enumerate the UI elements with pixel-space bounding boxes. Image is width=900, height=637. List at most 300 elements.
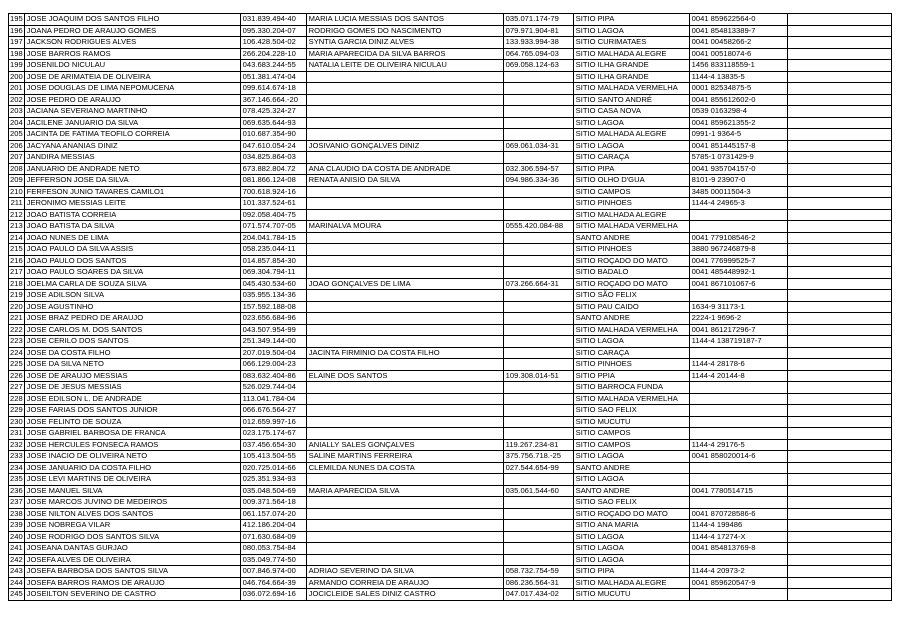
locality-cell: SITIO LAGOA: [573, 451, 689, 463]
spouse-cpf-cell: 064.765.094-03: [503, 48, 573, 60]
account-number-cell: [689, 393, 787, 405]
spouse-cpf-cell: 086.236.564-31: [503, 577, 573, 589]
spouse-cpf-cell: 069.061.034-31: [503, 140, 573, 152]
row-number-cell: 214: [10, 232, 23, 242]
spouse-name-cell: [306, 359, 503, 371]
account-number-cell: [689, 221, 787, 233]
table-row: [9, 94, 892, 106]
table-row: [9, 48, 892, 60]
holder-name-cell: JACIANA SEVERIANO MARTINHO: [24, 106, 240, 118]
blank-cell-cell: [787, 94, 891, 106]
spouse-name-cell: ELAINE DOS SANTOS: [306, 370, 503, 382]
table-row: [9, 531, 892, 543]
table-row: [9, 324, 892, 336]
row-number-cell: 232: [10, 439, 23, 449]
account-number-cell: 1144-4 29176-5: [689, 439, 787, 451]
locality-cell: SITIO ROÇADO DO MATO: [573, 278, 689, 290]
spouse-cpf-cell: [503, 405, 573, 417]
spouse-name-cell: [306, 497, 503, 509]
spouse-cpf-cell: [503, 543, 573, 555]
spouse-cpf-cell: [503, 198, 573, 210]
row-number-cell: 228: [10, 393, 23, 403]
locality-cell: SITIO MALHADA ALEGRE: [573, 209, 689, 221]
spouse-name-cell: [306, 267, 503, 279]
spouse-cpf-cell: [503, 347, 573, 359]
row-number-cell: 205: [10, 129, 23, 139]
spouse-name-cell: [306, 117, 503, 129]
row-number-cell: 231: [10, 428, 23, 438]
table-row: [9, 508, 892, 520]
blank-cell-cell: [787, 577, 891, 589]
spouse-cpf-cell: 047.017.434-02: [503, 589, 573, 601]
blank-cell-cell: [787, 589, 891, 601]
table-row: [9, 186, 892, 198]
row-number-cell: 244: [10, 577, 23, 587]
holder-cpf-cell: 035.955.134-36: [240, 290, 306, 302]
spouse-cpf-cell: [503, 152, 573, 164]
holder-name-cell: JOSE HERCULES FONSECA RAMOS: [24, 439, 240, 451]
blank-cell-cell: [787, 244, 891, 256]
account-number-cell: [689, 347, 787, 359]
row-number-cell: 235: [10, 474, 23, 484]
holder-name-cell: JOSE JANUARIO DA COSTA FILHO: [24, 462, 240, 474]
spouse-name-cell: [306, 428, 503, 440]
table-row: [9, 474, 892, 486]
row-number-cell: 245: [10, 589, 23, 599]
blank-cell-cell: [787, 508, 891, 520]
blank-cell-cell: [787, 71, 891, 83]
holder-name-cell: JACINTA DE FATIMA TEOFILO CORREIA: [24, 129, 240, 141]
holder-cpf-cell: 412.186.204-04: [240, 520, 306, 532]
row-number-cell: 230: [10, 416, 23, 426]
holder-cpf-cell: 526.029.744-04: [240, 382, 306, 394]
table-row: [9, 290, 892, 302]
spouse-name-cell: ANIALLY SALES GONÇALVES: [306, 439, 503, 451]
account-number-cell: 1144-4 17274-X: [689, 531, 787, 543]
locality-cell: SITIO PINHOES: [573, 359, 689, 371]
locality-cell: SITIO ILHA GRANDE: [573, 60, 689, 72]
holder-name-cell: JOSEFA ALVES DE OLIVEIRA: [24, 554, 240, 566]
table-row: [9, 382, 892, 394]
row-number-cell: 225: [10, 359, 23, 369]
locality-cell: SITIO CURIMATAES: [573, 37, 689, 49]
account-number-cell: 0041 935704157-0: [689, 163, 787, 175]
table-row: [9, 175, 892, 187]
spouse-name-cell: [306, 313, 503, 325]
holder-cpf-cell: 023.656.684-96: [240, 313, 306, 325]
holder-cpf-cell: 071.630.684-09: [240, 531, 306, 543]
table-row: [9, 221, 892, 233]
holder-name-cell: JOSE ADILSON SILVA: [24, 290, 240, 302]
account-number-cell: 0041 861217296-7: [689, 324, 787, 336]
locality-cell: SITIO MALHADA ALEGRE: [573, 129, 689, 141]
spouse-name-cell: [306, 186, 503, 198]
spouse-name-cell: [306, 336, 503, 348]
spouse-name-cell: ARMANDO CORREIA DE ARAUJO: [306, 577, 503, 589]
account-number-cell: 0041 7780514715: [689, 485, 787, 497]
account-number-cell: 3485 00011504-3: [689, 186, 787, 198]
holder-name-cell: JOAO NUNES DE LIMA: [24, 232, 240, 244]
locality-cell: SITIO MUCUTU: [573, 589, 689, 601]
holder-cpf-cell: 101.337.524-61: [240, 198, 306, 210]
locality-cell: SITIO LAGOA: [573, 117, 689, 129]
blank-cell-cell: [787, 221, 891, 233]
spouse-cpf-cell: [503, 428, 573, 440]
holder-cpf-cell: 023.175.174-67: [240, 428, 306, 440]
table-row: [9, 140, 892, 152]
spouse-cpf-cell: 119.267.234-81: [503, 439, 573, 451]
table-row: [9, 244, 892, 256]
spouse-name-cell: RENATA ANISIO DA SILVA: [306, 175, 503, 187]
spouse-name-cell: [306, 209, 503, 221]
spouse-name-cell: JOCICLEIDE SALES DINIZ CASTRO: [306, 589, 503, 601]
holder-name-cell: JOANA PEDRO DE ARAUJO GOMES: [24, 25, 240, 37]
holder-name-cell: JOAO PAULO DOS SANTOS: [24, 255, 240, 267]
table-row: [9, 25, 892, 37]
holder-cpf-cell: 095.330.204-07: [240, 25, 306, 37]
spouse-cpf-cell: 058.732.754-59: [503, 566, 573, 578]
row-number-cell: 201: [10, 83, 23, 93]
holder-name-cell: JOAO BATISTA DA SILVA: [24, 221, 240, 233]
holder-name-cell: JOSE MANUEL SILVA: [24, 485, 240, 497]
holder-cpf-cell: 007.846.974-00: [240, 566, 306, 578]
table-row: [9, 554, 892, 566]
spouse-name-cell: [306, 416, 503, 428]
blank-cell-cell: [787, 543, 891, 555]
holder-cpf-cell: 035.049.774-50: [240, 554, 306, 566]
holder-name-cell: JOSE CARLOS M. DOS SANTOS: [24, 324, 240, 336]
table-row: [9, 313, 892, 325]
holder-cpf-cell: 113.041.784-04: [240, 393, 306, 405]
blank-cell-cell: [787, 347, 891, 359]
spouse-cpf-cell: [503, 83, 573, 95]
table-row: [9, 439, 892, 451]
spouse-cpf-cell: [503, 382, 573, 394]
locality-cell: SITIO MALHADA VERMELHA: [573, 221, 689, 233]
locality-cell: SITIO LAGOA: [573, 25, 689, 37]
table-row: [9, 451, 892, 463]
holder-name-cell: JOSE JOAQUIM DOS SANTOS FILHO: [24, 14, 240, 26]
row-number-cell: 229: [10, 405, 23, 415]
table-row: [9, 497, 892, 509]
table-row: [9, 83, 892, 95]
locality-cell: SITIO BARROCA FUNDA: [573, 382, 689, 394]
holder-cpf-cell: 266.204.228-10: [240, 48, 306, 60]
holder-cpf-cell: 043.507.954-99: [240, 324, 306, 336]
table-row: [9, 566, 892, 578]
table-row: [9, 589, 892, 601]
spouse-name-cell: [306, 94, 503, 106]
blank-cell-cell: [787, 37, 891, 49]
row-number-cell: 212: [10, 209, 23, 219]
holder-name-cell: JOSE FELINTO DE SOUZA: [24, 416, 240, 428]
holder-name-cell: JOSE PEDRO DE ARAUJO: [24, 94, 240, 106]
locality-cell: SITIO PIPA: [573, 14, 689, 26]
spouse-cpf-cell: [503, 209, 573, 221]
account-number-cell: [689, 474, 787, 486]
holder-name-cell: JOSE BRAZ PEDRO DE ARAUJO: [24, 313, 240, 325]
spouse-name-cell: [306, 393, 503, 405]
holder-name-cell: JOELMA CARLA DE SOUZA SILVA: [24, 278, 240, 290]
holder-cpf-cell: 083.632.404-86: [240, 370, 306, 382]
spouse-name-cell: [306, 474, 503, 486]
locality-cell: SITIO PIPA: [573, 163, 689, 175]
account-number-cell: 3880 967246879-8: [689, 244, 787, 256]
locality-cell: SANTO ANDRE: [573, 232, 689, 244]
blank-cell-cell: [787, 405, 891, 417]
spouse-name-cell: [306, 554, 503, 566]
holder-name-cell: JOSE RODRIGO DOS SANTOS SILVA: [24, 531, 240, 543]
spouse-name-cell: SYNTIA GARCIA DINIZ ALVES: [306, 37, 503, 49]
holder-cpf-cell: 105.413.504-55: [240, 451, 306, 463]
spouse-cpf-cell: [503, 508, 573, 520]
account-number-cell: 1144-4 138719187-7: [689, 336, 787, 348]
spouse-name-cell: MARIA APARECIDA SILVA: [306, 485, 503, 497]
blank-cell-cell: [787, 175, 891, 187]
table-row: [9, 37, 892, 49]
holder-name-cell: JOSE AGUSTINHO: [24, 301, 240, 313]
spouse-cpf-cell: [503, 290, 573, 302]
spouse-cpf-cell: [503, 474, 573, 486]
holder-cpf-cell: 025.351.934-93: [240, 474, 306, 486]
holder-name-cell: JOAO PAULO DA SILVA ASSIS: [24, 244, 240, 256]
locality-cell: SITIO PIPA: [573, 566, 689, 578]
blank-cell-cell: [787, 485, 891, 497]
holder-name-cell: JOAO PAULO SOARES DA SILVA: [24, 267, 240, 279]
blank-cell-cell: [787, 554, 891, 566]
blank-cell-cell: [787, 278, 891, 290]
holder-name-cell: JOSE CERILO DOS SANTOS: [24, 336, 240, 348]
locality-cell: SITIO LAGOA: [573, 543, 689, 555]
spouse-name-cell: [306, 83, 503, 95]
holder-name-cell: JOSE DA COSTA FILHO: [24, 347, 240, 359]
spouse-name-cell: [306, 405, 503, 417]
spouse-cpf-cell: [503, 106, 573, 118]
account-number-cell: 0041 779108546-2: [689, 232, 787, 244]
locality-cell: SITIO BADALO: [573, 267, 689, 279]
locality-cell: SITIO MALHADA ALEGRE: [573, 577, 689, 589]
holder-name-cell: JOSEFA BARBOSA DOS SANTOS SILVA: [24, 566, 240, 578]
spouse-cpf-cell: 109.308.014-51: [503, 370, 573, 382]
holder-cpf-cell: 700.618.924-16: [240, 186, 306, 198]
blank-cell-cell: [787, 163, 891, 175]
holder-cpf-cell: 031.839.494-40: [240, 14, 306, 26]
holder-cpf-cell: 037.456.654-30: [240, 439, 306, 451]
account-number-cell: 0041 00458266-2: [689, 37, 787, 49]
table-row: [9, 462, 892, 474]
row-number-cell: 196: [10, 25, 23, 35]
spouse-name-cell: JACINTA FIRMINIO DA COSTA FILHO: [306, 347, 503, 359]
table-row: [9, 232, 892, 244]
spouse-name-cell: SALINE MARTINS FERREIRA: [306, 451, 503, 463]
holder-cpf-cell: 081.866.124-08: [240, 175, 306, 187]
row-number-cell: 213: [10, 221, 23, 231]
spouse-cpf-cell: [503, 186, 573, 198]
holder-cpf-cell: 036.072.694-16: [240, 589, 306, 601]
spouse-cpf-cell: [503, 531, 573, 543]
holder-cpf-cell: 020.725.014-66: [240, 462, 306, 474]
account-number-cell: 1144-4 13835-5: [689, 71, 787, 83]
holder-name-cell: JERONIMO MESSIAS LEITE: [24, 198, 240, 210]
row-number-cell: 238: [10, 508, 23, 518]
blank-cell-cell: [787, 336, 891, 348]
locality-cell: SITIO LAGOA: [573, 336, 689, 348]
holder-cpf-cell: 673.882.804.72: [240, 163, 306, 175]
locality-cell: SITIO CARAÇA: [573, 347, 689, 359]
row-number-cell: 241: [10, 543, 23, 553]
row-number-cell: 211: [9, 198, 25, 210]
blank-cell-cell: [787, 198, 891, 210]
spouse-name-cell: [306, 198, 503, 210]
registry-table-body: [9, 14, 892, 601]
holder-name-cell: JOSE MARCOS JUVINO DE MEDEIROS: [24, 497, 240, 509]
locality-cell: SITIO CARAÇA: [573, 152, 689, 164]
table-row: [9, 336, 892, 348]
row-number-cell: 203: [10, 106, 23, 116]
table-row: [9, 106, 892, 118]
table-row: [9, 198, 892, 210]
locality-cell: SITIO PINHOES: [573, 244, 689, 256]
spouse-name-cell: MARIA LUCIA MESSIAS DOS SANTOS: [306, 14, 503, 26]
account-number-cell: 1634-9 31173-1: [689, 301, 787, 313]
holder-name-cell: JACKSON RODRIGUES ALVES: [24, 37, 240, 49]
blank-cell-cell: [787, 474, 891, 486]
account-number-cell: 0041 854813769-8: [689, 543, 787, 555]
blank-cell-cell: [787, 324, 891, 336]
holder-name-cell: JANDIRA MESSIAS: [24, 152, 240, 164]
account-number-cell: 1144-4 20144-8: [689, 370, 787, 382]
spouse-cpf-cell: 0555.420.084-88: [503, 221, 573, 233]
blank-cell-cell: [787, 83, 891, 95]
row-number-cell: 198: [10, 48, 23, 58]
locality-cell: SITIO MALHADA VERMELHA: [573, 324, 689, 336]
table-row: [9, 393, 892, 405]
locality-cell: SITIO SAO FELIX: [573, 497, 689, 509]
spouse-cpf-cell: 079.971.904-81: [503, 25, 573, 37]
holder-name-cell: JOSEFA BARROS RAMOS DE ARAUJO: [24, 577, 240, 589]
spouse-name-cell: [306, 508, 503, 520]
spouse-cpf-cell: 027.544.654-99: [503, 462, 573, 474]
account-number-cell: 0041 00518074-6: [689, 48, 787, 60]
holder-cpf-cell: 035.048.504-69: [240, 485, 306, 497]
holder-name-cell: JOSE INACIO DE OLIVEIRA NETO: [24, 451, 240, 463]
account-number-cell: [689, 428, 787, 440]
spouse-cpf-cell: [503, 244, 573, 256]
locality-cell: SITIO CAMPOS: [573, 428, 689, 440]
holder-name-cell: JOSE DOUGLAS DE LIMA NEPOMUCENA: [24, 83, 240, 95]
locality-cell: SITIO LAGOA: [573, 140, 689, 152]
blank-cell-cell: [787, 267, 891, 279]
holder-name-cell: JEFFERSON JOSE DA SILVA: [24, 175, 240, 187]
spouse-name-cell: JOSIVANIO GONÇALVES DINIZ: [306, 140, 503, 152]
row-number-cell: 217: [10, 267, 23, 277]
row-number-cell: 222: [10, 324, 23, 334]
holder-cpf-cell: 080.053.754-84: [240, 543, 306, 555]
blank-cell-cell: [787, 359, 891, 371]
holder-name-cell: JANUARIO DE ANDRADE NETO: [24, 163, 240, 175]
locality-cell: SITIO MALHADA VERMELHA: [573, 83, 689, 95]
table-row: [9, 60, 892, 72]
spouse-cpf-cell: [503, 301, 573, 313]
spouse-name-cell: [306, 71, 503, 83]
spouse-name-cell: [306, 382, 503, 394]
holder-cpf-cell: 069.304.794-11: [240, 267, 306, 279]
row-number-cell: 210: [10, 186, 23, 196]
spouse-cpf-cell: 032.306.594-57: [503, 163, 573, 175]
table-row: [9, 370, 892, 382]
blank-cell-cell: [787, 462, 891, 474]
spouse-cpf-cell: 375.756.718.-25: [503, 451, 573, 463]
blank-cell-cell: [787, 209, 891, 221]
row-number-cell: 221: [10, 313, 23, 323]
blank-cell-cell: [787, 451, 891, 463]
spouse-name-cell: MARINALVA MOURA: [306, 221, 503, 233]
row-number-cell: 216: [10, 255, 23, 265]
account-number-cell: 1144-4 20973-2: [689, 566, 787, 578]
holder-cpf-cell: 012.659.997-16: [240, 416, 306, 428]
blank-cell-cell: [787, 416, 891, 428]
account-number-cell: 0041 485448992-1: [689, 267, 787, 279]
blank-cell-cell: [787, 301, 891, 313]
spouse-name-cell: ADRIAO SEVERINO DA SILVA: [306, 566, 503, 578]
spouse-name-cell: [306, 244, 503, 256]
blank-cell-cell: [787, 290, 891, 302]
blank-cell-cell: [787, 60, 891, 72]
spouse-cpf-cell: [503, 71, 573, 83]
spouse-cpf-cell: 035.071.174-79: [503, 14, 573, 26]
account-number-cell: 0041 776999525-7: [689, 255, 787, 267]
blank-cell-cell: [787, 117, 891, 129]
blank-cell-cell: [787, 393, 891, 405]
account-number-cell: [689, 462, 787, 474]
holder-cpf-cell: 061.157.074-20: [240, 508, 306, 520]
account-number-cell: 1456 833118559-1: [689, 60, 787, 72]
row-number-cell: 242: [10, 554, 23, 564]
holder-cpf-cell: 071.574.707-05: [240, 221, 306, 233]
table-row: [9, 71, 892, 83]
table-row: [9, 428, 892, 440]
holder-cpf-cell: 009.371.564-18: [240, 497, 306, 509]
blank-cell-cell: [787, 520, 891, 532]
table-row: [9, 405, 892, 417]
row-number-cell: 208: [10, 163, 23, 173]
table-row: [9, 485, 892, 497]
table-row: [9, 543, 892, 555]
holder-name-cell: JACILENE JANUARIO DA SILVA: [24, 117, 240, 129]
account-number-cell: 0041 851445157-8: [689, 140, 787, 152]
row-number-cell: 200: [10, 71, 23, 81]
row-number-cell: 215: [10, 244, 23, 254]
row-number-cell: 204: [10, 117, 23, 127]
locality-cell: SANTO ANDRE: [573, 313, 689, 325]
spouse-name-cell: MARIA APARECIDA DA SILVA BARROS: [306, 48, 503, 60]
spouse-name-cell: ANA CLAUDIO DA COSTA DE ANDRADE: [306, 163, 503, 175]
holder-cpf-cell: 058.235.044-11: [240, 244, 306, 256]
holder-cpf-cell: 014.857.854-30: [240, 255, 306, 267]
account-number-cell: 2224-1 9696-2: [689, 313, 787, 325]
row-number-cell: 206: [10, 140, 23, 150]
spouse-cpf-cell: [503, 232, 573, 244]
blank-cell-cell: [787, 428, 891, 440]
locality-cell: SITIO PAU CAIDO: [573, 301, 689, 313]
spouse-name-cell: [306, 531, 503, 543]
spouse-name-cell: [306, 129, 503, 141]
row-number-cell: 218: [10, 278, 23, 288]
spouse-name-cell: [306, 543, 503, 555]
row-number-cell: 227: [10, 382, 23, 392]
table-row: [9, 129, 892, 141]
holder-name-cell: JOSE EDILSON L. DE ANDRADE: [24, 393, 240, 405]
